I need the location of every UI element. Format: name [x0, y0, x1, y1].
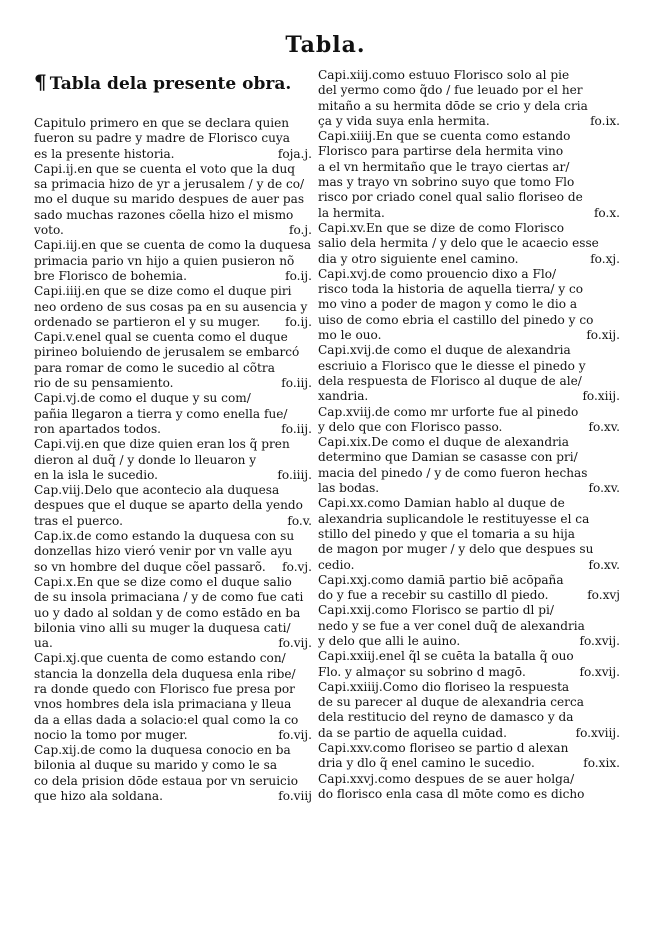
entry-line-text: macia del pinedo / y de como fueron hechas	[318, 465, 588, 480]
folio-ref: fo.j.	[289, 223, 312, 238]
entry-line-text: nedo y se fue a ver conel duq̃ de alexandria	[318, 618, 585, 633]
entry-line	[34, 162, 312, 177]
entry-line	[318, 343, 620, 358]
entry-line	[34, 131, 312, 146]
entry-line-text: Capi.xxiiij.Como dio floriseo la respuesta	[318, 679, 570, 694]
toc-entry	[318, 68, 620, 129]
folio-ref: fo.iij.	[281, 421, 312, 436]
toc-entry	[318, 405, 620, 436]
entry-line	[34, 544, 312, 559]
entry-line-text: dia y otro siguiente enel camino.	[318, 251, 519, 266]
entry-line	[318, 772, 620, 787]
right-column	[318, 68, 620, 802]
entry-line-text: da a ellas dada a solacio:el qual como la co	[34, 712, 299, 727]
entry-line-text: Cap.xij.de como la duquesa conocio en ba	[34, 743, 291, 758]
entry-line	[34, 208, 312, 223]
entry-line-text: uo y dado al soldan y de como estādo en ba	[34, 605, 301, 620]
folio-ref: fo.ij.	[285, 314, 312, 329]
section-title	[34, 72, 312, 94]
entry-line	[34, 529, 312, 544]
entry-line-text: y delo que con Florisco passo.	[318, 419, 503, 434]
entry-line	[34, 468, 312, 483]
entry-line	[34, 238, 312, 253]
entry-line-text: mitaño a su hermita dōde se crio y dela cria	[318, 98, 588, 113]
entry-line	[34, 192, 312, 207]
entry-line	[34, 621, 312, 636]
entry-line	[318, 512, 620, 527]
folio-ref: foja.j.	[277, 146, 312, 161]
entry-line	[318, 710, 620, 725]
folio-ref: fo.v.	[287, 513, 312, 528]
entry-line	[318, 114, 620, 129]
entry-line	[34, 177, 312, 192]
entry-line	[34, 116, 312, 131]
entry-line	[318, 359, 620, 374]
entry-line	[34, 682, 312, 697]
entry-line	[318, 649, 620, 664]
entry-line	[34, 300, 312, 315]
entry-line	[318, 787, 620, 802]
entry-line-text: ua.	[34, 636, 53, 651]
entry-line-text: Cap.ix.de como estando la duquesa con su	[34, 529, 295, 544]
toc-entry	[318, 267, 620, 343]
folio-ref: fo.vij.	[278, 636, 312, 651]
entry-line-text: dela respuesta de Florisco al duque de ale/	[318, 373, 582, 388]
entry-line-text: Capi.xv.En que se dize de como Florisco	[318, 220, 565, 235]
entry-line-text: pirineo boluiendo de jerusalem se embarcó	[34, 345, 300, 360]
entry-line-text: dieron al duq̃ / y donde lo lleuaron y	[34, 452, 257, 467]
entry-line-text: ordenado se partieron el y su muger.	[34, 314, 261, 329]
folio-ref: fo.xvij.	[579, 664, 620, 679]
entry-line-text: dela restitucio del reyno de damasco y da	[318, 710, 574, 725]
entry-line-text: stancia la donzella dela duquesa enla ribe/	[34, 666, 296, 681]
entry-line-text: Capi.iij.en que se cuenta de como la duquesa	[34, 238, 312, 253]
entry-line-text: xandria.	[318, 389, 369, 404]
folio-ref: fo.xvj	[587, 588, 620, 603]
entry-line	[34, 223, 312, 238]
entry-line	[318, 665, 620, 680]
entry-line	[34, 743, 312, 758]
entry-line-text: Capi.xiiij.En que se cuenta como estando	[318, 129, 571, 144]
entry-line-text: determino que Damian se casasse con pri/	[318, 450, 578, 465]
toc-entry	[318, 649, 620, 680]
entry-line	[318, 129, 620, 144]
entry-line	[34, 514, 312, 529]
entry-line-text: stillo del pinedo y que el tomaria a su hija	[318, 526, 575, 541]
entry-line	[34, 453, 312, 468]
entry-line-text: ça y vida suya enla hermita.	[318, 113, 490, 128]
entry-line-text: mo le ouo.	[318, 328, 382, 343]
entry-line	[318, 282, 620, 297]
folio-ref: fo.xix.	[583, 756, 620, 771]
toc-entry	[34, 575, 312, 651]
entry-line-text: fueron su padre y madre de Florisco cuya	[34, 131, 290, 146]
entry-line	[318, 466, 620, 481]
entry-line-text: Florisco para partirse dela hermita vino	[318, 144, 564, 159]
entry-line-text: risco por criado conel qual salio floriseo de	[318, 190, 583, 205]
entry-line-text: rio de su pensamiento.	[34, 376, 174, 391]
entry-line-text: Capi.v.enel qual se cuenta como el duque	[34, 330, 288, 345]
folio-ref: fo.x.	[593, 205, 620, 220]
entry-line-text: Capi.xvij.de como el duque de alexandria	[318, 343, 571, 358]
entry-line	[318, 634, 620, 649]
entry-line-text: sa primacia hizo de yr a jerusalem / y de co/	[34, 177, 305, 192]
entry-line-text: da se partio de aquella cuidad.	[318, 725, 507, 740]
pilcrow-icon: ¶	[34, 70, 47, 94]
entry-line	[318, 206, 620, 221]
entry-line-text: la hermita.	[318, 205, 385, 220]
entry-line	[318, 374, 620, 389]
entry-line-text: do florisco enla casa dl mōte como es dicho	[318, 786, 585, 801]
entry-line-text: sado muchas razones cõella hizo el mismo	[34, 207, 294, 222]
entry-line-text: despues que el duque se aparto della yendo	[34, 498, 303, 513]
toc-entry	[318, 603, 620, 649]
entry-line-text: escriuio a Florisco que le diesse el pinedo y	[318, 358, 586, 373]
toc-entry	[34, 162, 312, 238]
entry-line-text: Capi.x.En que se dize como el duque salio	[34, 574, 292, 589]
entry-line-text: a el vn hermitaño que le trayo ciertas ar/	[318, 159, 570, 174]
entry-line-text: mo el duque su marido despues de auer pas	[34, 192, 305, 207]
toc-entry	[34, 437, 312, 483]
entry-line-text: vnos hombres dela isla primaciana y lleua	[34, 697, 292, 712]
entry-line-text: Capi.iiij.en que se dize como el duque piri	[34, 284, 292, 299]
entry-line-text: Capi.xvj.de como prouencio dixo a Flo/	[318, 266, 557, 281]
entry-line-text: alexandria suplicandole le restituyesse el ca	[318, 511, 590, 526]
entry-line	[318, 726, 620, 741]
entry-line	[34, 774, 312, 789]
toc-entry	[34, 529, 312, 575]
entry-line	[34, 391, 312, 406]
toc-entry	[34, 391, 312, 437]
toc-entry	[34, 238, 312, 284]
folio-ref: fo.xiij.	[582, 389, 620, 404]
folio-ref: fo.xij.	[586, 328, 620, 343]
entry-line-text: para romar de como le sucedio al cõtra	[34, 360, 275, 375]
entry-line-text: neo ordeno de sus cosas pa en su ausencia y	[34, 299, 308, 314]
entry-line	[34, 728, 312, 743]
entry-line-text: cedio.	[318, 557, 355, 572]
entry-line-text: que hizo ala soldana.	[34, 789, 163, 804]
entry-line-text: del yermo como q̃do / fue leuado por el her	[318, 83, 583, 98]
entry-line	[318, 619, 620, 634]
entry-line	[318, 527, 620, 542]
entry-line-text: Capi.xix.De como el duque de alexandria	[318, 435, 569, 450]
toc-entry	[318, 573, 620, 604]
toc-entry	[318, 435, 620, 496]
toc-entry	[34, 284, 312, 330]
entry-line	[318, 588, 620, 603]
entry-line-text: Capi.xxvj.como despues de se auer holga/	[318, 771, 575, 786]
entry-line-text: nocio la tomo por muger.	[34, 727, 188, 742]
entry-line	[318, 450, 620, 465]
entry-line	[34, 713, 312, 728]
entry-line-text: Capi.xiij.como estuuo Florisco solo al pie	[318, 68, 570, 82]
entry-line-text: tras el puerco.	[34, 513, 123, 528]
entry-line	[318, 389, 620, 404]
entry-line-text: voto.	[34, 223, 64, 238]
toc-entry	[318, 741, 620, 772]
entry-line-text: salio dela hermita / y delo que le acaecio esse	[318, 236, 599, 251]
folio-ref: fo.xviij.	[575, 725, 620, 740]
folio-ref: fo.xvij.	[579, 633, 620, 648]
entry-line	[318, 313, 620, 328]
entry-line	[318, 99, 620, 114]
entry-line-text: de su insola primaciana / y de como fue cati	[34, 590, 304, 605]
entry-line-text: bre Florisco de bohemia.	[34, 268, 187, 283]
entry-line-text: Capi.ij.en que se cuenta el voto que la duq	[34, 161, 296, 176]
entry-line-text: Flo. y almaçor su sobrino d magō.	[318, 664, 526, 679]
entry-line	[34, 330, 312, 345]
entry-line	[318, 221, 620, 236]
entry-line	[318, 435, 620, 450]
entry-line	[34, 147, 312, 162]
entry-line-text: do y fue a recebir su castillo dl piedo.	[318, 588, 549, 603]
entry-line-text: bilonia al duque su marido y como le sa	[34, 758, 278, 773]
toc-entry	[318, 343, 620, 404]
entry-line-text: Capi.xx.como Damian hablo al duque de	[318, 496, 565, 511]
entry-line	[318, 405, 620, 420]
entry-line-text: Capi.xxj.como damiā partio biē acōpaña	[318, 572, 564, 587]
entry-line	[318, 420, 620, 435]
entry-line	[34, 437, 312, 452]
entry-line-text: Capi.xxij.como Florisco se partio dl pi/	[318, 603, 554, 618]
entry-line	[318, 695, 620, 710]
toc-entry	[318, 221, 620, 267]
entry-line	[318, 328, 620, 343]
folio-ref: fo.xv.	[588, 419, 620, 434]
entry-line	[318, 481, 620, 496]
toc-entry	[34, 651, 312, 743]
folio-ref: fo.xv.	[588, 481, 620, 496]
entry-line	[34, 269, 312, 284]
entry-line-text: so vn hombre del duque cõel passarõ.	[34, 559, 266, 574]
folio-ref: fo.xj.	[590, 251, 620, 266]
entry-line	[318, 297, 620, 312]
entry-line	[318, 252, 620, 267]
toc-entry	[318, 772, 620, 803]
toc-entry	[318, 680, 620, 741]
entry-line-text: y delo que alli le auino.	[318, 633, 461, 648]
entry-line	[34, 590, 312, 605]
entry-line	[34, 758, 312, 773]
entry-line-text: ron apartados todos.	[34, 421, 161, 436]
entry-line	[318, 741, 620, 756]
entry-line	[318, 144, 620, 159]
entry-line	[34, 422, 312, 437]
left-entries	[34, 116, 312, 804]
entry-line-text: Capi.vj.de como el duque y su com/	[34, 391, 251, 406]
entry-line	[34, 376, 312, 391]
entry-line	[318, 558, 620, 573]
entry-line	[318, 267, 620, 282]
entry-line-text: es la presente historia.	[34, 146, 175, 161]
entry-line	[318, 542, 620, 557]
entry-line-text: uiso de como ebria el castillo del pinedo y co	[318, 312, 594, 327]
entry-line	[318, 680, 620, 695]
entry-line-text: Cap.viij.Delo que acontecio ala duquesa	[34, 483, 280, 498]
entry-line-text: Capi.xxiij.enel q̃l se cuēta la batalla q̃ ouo	[318, 649, 574, 664]
entry-line-text: de su parecer al duque de alexandria cerca	[318, 695, 584, 710]
entry-line-text: Capi.xxv.como floriseo se partio d alexan	[318, 741, 569, 756]
entry-line	[34, 606, 312, 621]
folio-ref: fo.iiij.	[277, 467, 312, 482]
entry-line	[318, 83, 620, 98]
folio-ref: fo.viij	[278, 789, 312, 804]
entry-line-text: las bodas.	[318, 481, 380, 496]
entry-line	[318, 236, 620, 251]
entry-line	[34, 667, 312, 682]
entry-line-text: mas y trayo vn sobrino suyo que tomo Flo	[318, 175, 575, 190]
entry-line-text: pañia llegaron a tierra y como enella fue/	[34, 406, 288, 421]
toc-entry	[34, 330, 312, 391]
entry-line-text: risco toda la historia de aquella tierra/ y co	[318, 282, 584, 297]
entry-line	[318, 68, 620, 83]
left-column	[34, 68, 312, 804]
entry-line-text: ra donde quedo con Florisco fue presa por	[34, 681, 295, 696]
toc-entry	[34, 743, 312, 804]
entry-line-text: Capi.vij.en que dize quien eran los q̃ pren	[34, 437, 290, 452]
entry-line-text: dria y dlo q̃ enel camino le sucedio.	[318, 756, 535, 771]
entry-line-text: Capitulo primero en que se declara quien	[34, 116, 290, 130]
entry-line	[34, 254, 312, 269]
entry-line-text: mo vino a poder de magon y como le dio a	[318, 297, 578, 312]
entry-line	[34, 483, 312, 498]
entry-line	[318, 496, 620, 511]
toc-entry	[34, 483, 312, 529]
entry-line	[34, 498, 312, 513]
folio-ref: fo.iij.	[281, 376, 312, 391]
folio-ref: fo.ix.	[590, 113, 620, 128]
entry-line-text: Cap.xviij.de como mr urforte fue al pinedo	[318, 404, 579, 419]
entry-line	[34, 407, 312, 422]
folio-ref: fo.vj.	[282, 559, 312, 574]
entry-line-text: bilonia vino alli su muger la duquesa cati/	[34, 620, 291, 635]
entry-line-text: co dela prision dōde estaua por vn seruicio	[34, 773, 298, 788]
entry-line	[34, 315, 312, 330]
entry-line	[34, 361, 312, 376]
entry-line	[34, 575, 312, 590]
entry-line-text: en la isla le sucedio.	[34, 467, 159, 482]
entry-line	[34, 560, 312, 575]
entry-line	[34, 651, 312, 666]
entry-line	[318, 756, 620, 771]
entry-line	[318, 190, 620, 205]
folio-ref: fo.ij.	[285, 268, 312, 283]
entry-line	[318, 175, 620, 190]
right-entries	[318, 68, 620, 802]
entry-line	[34, 697, 312, 712]
entry-line	[318, 603, 620, 618]
entry-line-text: de magon por muger / y delo que despues su	[318, 542, 594, 557]
folio-ref: fo.xv.	[588, 557, 620, 572]
toc-entry	[318, 129, 620, 221]
entry-line	[318, 573, 620, 588]
entry-line	[34, 284, 312, 299]
entry-line	[34, 789, 312, 804]
toc-entry	[318, 496, 620, 572]
toc-entry	[34, 116, 312, 162]
entry-line	[34, 345, 312, 360]
section-title-text: Tabla dela presente obra.	[49, 74, 292, 94]
entry-line-text: primacia pario vn hijo a quien pusieron nõ	[34, 253, 295, 268]
folio-ref: fo.vij.	[278, 727, 312, 742]
entry-line-text: donzellas hizo vieró venir por vn valle ayu	[34, 544, 293, 559]
entry-line-text: Capi.xj.que cuenta de como estando con/	[34, 651, 286, 666]
page-header: Tabla.	[285, 32, 366, 58]
entry-line	[34, 636, 312, 651]
entry-line	[318, 160, 620, 175]
